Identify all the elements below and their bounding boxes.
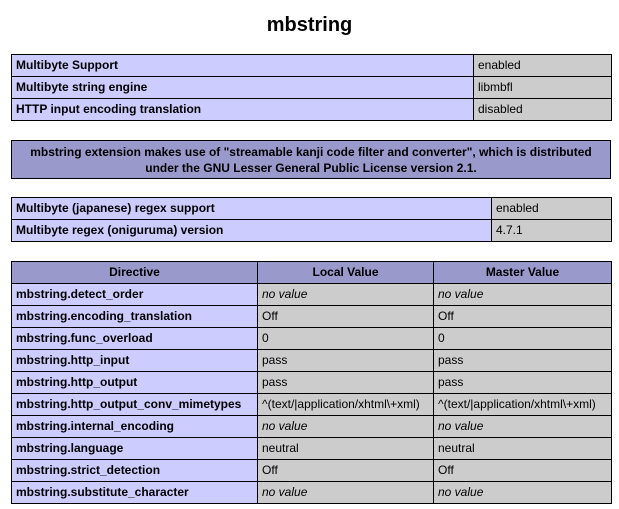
table-row: [12, 482, 612, 504]
directive-name: mbstring.encoding_translation: [12, 306, 258, 328]
column-header-local-value: Local Value: [258, 262, 434, 284]
master-value: 0: [434, 328, 612, 350]
table-row: [12, 372, 612, 394]
setting-name: Multibyte (japanese) regex support: [12, 198, 492, 220]
local-value: Off: [258, 306, 434, 328]
table-header-row: [12, 262, 612, 284]
setting-value: enabled: [474, 55, 612, 77]
master-value: ^(text/|application/xhtml\+xml): [434, 394, 612, 416]
local-value: no value: [258, 482, 434, 504]
master-value: no value: [434, 284, 612, 306]
local-value: no value: [258, 284, 434, 306]
master-value: pass: [434, 372, 612, 394]
setting-value: libmbfl: [474, 77, 612, 99]
table-row: [12, 416, 612, 438]
column-header-directive: Directive: [12, 262, 258, 284]
setting-name: Multibyte regex (oniguruma) version: [12, 220, 492, 242]
table-row: [12, 460, 612, 482]
setting-value: disabled: [474, 99, 612, 121]
directives-table: [11, 261, 612, 504]
master-value: no value: [434, 416, 612, 438]
license-notice-table: [11, 140, 611, 179]
master-value: neutral: [434, 438, 612, 460]
section-title: mbstring: [266, 14, 353, 36]
directive-name: mbstring.substitute_character: [12, 482, 258, 504]
local-value: no value: [258, 416, 434, 438]
table-row: [12, 220, 612, 242]
setting-name: HTTP input encoding translation: [12, 99, 474, 121]
local-value: Off: [258, 460, 434, 482]
table-row: [12, 394, 612, 416]
table-row: [12, 306, 612, 328]
directive-name: mbstring.func_overload: [12, 328, 258, 350]
table-row: [12, 438, 612, 460]
table-row: [12, 55, 612, 77]
table-row: [12, 328, 612, 350]
table-row: [12, 99, 612, 121]
table-row: [12, 77, 612, 99]
master-value: pass: [434, 350, 612, 372]
directive-name: mbstring.http_input: [12, 350, 258, 372]
directive-name: mbstring.detect_order: [12, 284, 258, 306]
table-row: [12, 284, 612, 306]
master-value: no value: [434, 482, 612, 504]
directive-name: mbstring.internal_encoding: [12, 416, 258, 438]
setting-value: 4.7.1: [492, 220, 612, 242]
master-value: Off: [434, 460, 612, 482]
general-info-table: [11, 54, 612, 121]
local-value: pass: [258, 350, 434, 372]
local-value: 0: [258, 328, 434, 350]
setting-name: Multibyte Support: [12, 55, 474, 77]
local-value: pass: [258, 372, 434, 394]
directive-name: mbstring.http_output_conv_mimetypes: [12, 394, 258, 416]
setting-value: enabled: [492, 198, 612, 220]
directive-rows: [12, 284, 612, 504]
table-row: [12, 350, 612, 372]
directive-name: mbstring.strict_detection: [12, 460, 258, 482]
table-row: [12, 141, 611, 179]
regex-info-table: [11, 197, 612, 242]
local-value: neutral: [258, 438, 434, 460]
column-header-master-value: Master Value: [434, 262, 612, 284]
directive-name: mbstring.language: [12, 438, 258, 460]
master-value: Off: [434, 306, 612, 328]
setting-name: Multibyte string engine: [12, 77, 474, 99]
local-value: ^(text/|application/xhtml\+xml): [258, 394, 434, 416]
directive-name: mbstring.http_output: [12, 372, 258, 394]
table-row: [12, 198, 612, 220]
license-notice: mbstring extension makes use of "streamable kanji code filter and converter", which is distributed under the GNU Lesser General Public License version 2.1.: [12, 141, 611, 179]
